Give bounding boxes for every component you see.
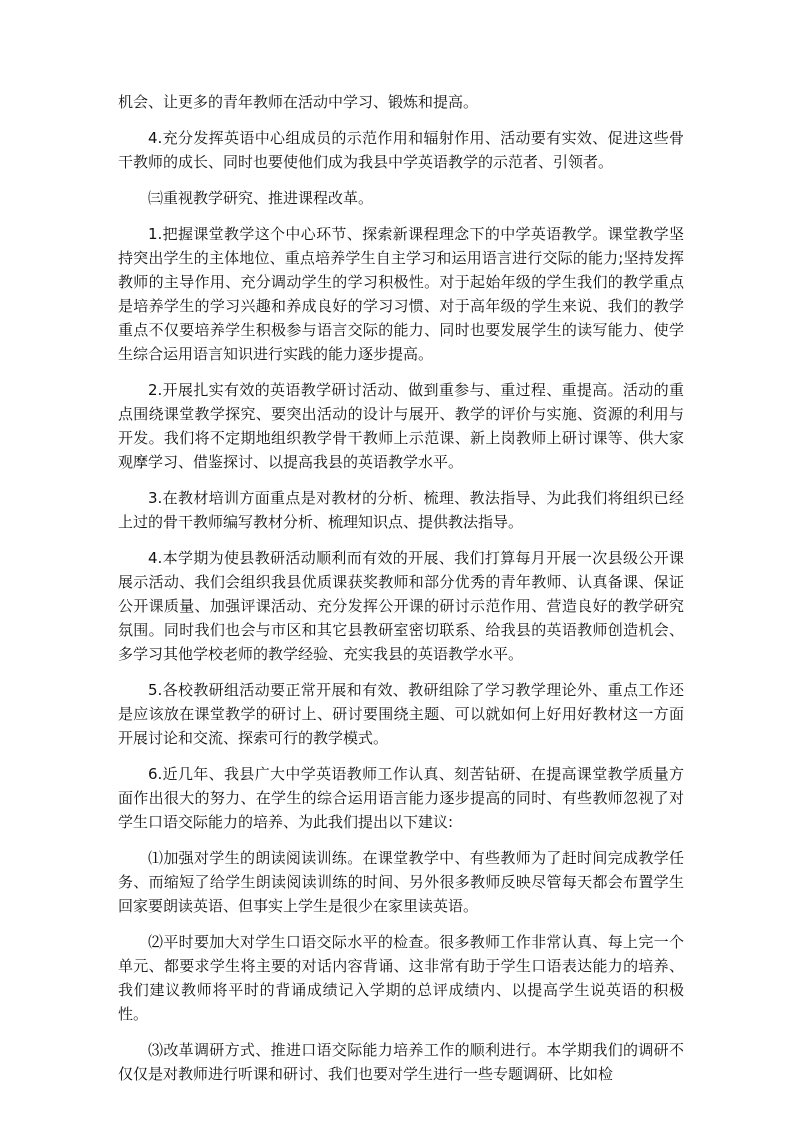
paragraph-item-5-school-groups: 5.各校教研组活动要正常开展和有效、教研组除了学习教学理论外、重点工作还是应该放在课堂教学的研讨上、研讨要围绕主题、可以就如何上好用好教材这一方面开展讨论和交流、探索可行的教学模式。 (118, 681, 684, 747)
paragraph-sub-2-oral-check: ⑵平时要加大对学生口语交际水平的检查。很多教师工作非常认真、每上完一个单元、都要求学生将主要的对话内容背诵、这非常有助于学生口语表达能力的培养、我们建议教师将平时的背诵成绩记入学期的总评成绩内、以提高学生说英语的积极性。 (118, 933, 684, 1023)
document-page (118, 90, 684, 1098)
paragraph-item-1-classroom: 1.把握课堂教学这个中心环节、探索新课程理念下的中学英语教学。课堂教学坚持突出学生的主体地位、重点培养学生自主学习和运用语言进行交际的能力;坚持发挥教师的主导作用、充分调动学生的学习积极性。对于起始年级的学生我们的教学重点是培养学生的学习兴趣和养成良好的学习习惯、对于高年级的学生来说、我们的教学重点不仅要培养学生积极参与语言交际的能力、同时也要发展学生的读写能力、使学生综合运用语言知识进行实践的能力逐步提高。 (118, 225, 684, 363)
paragraph-sub-3-survey-reform: ⑶改革调研方式、推进口语交际能力培养工作的顺利进行。本学期我们的调研不仅仅是对教师进行听课和研讨、我们也要对学生进行一些专题调研、比如检 (118, 1041, 684, 1083)
paragraph-item-6-suggestions: 6.近几年、我县广大中学英语教师工作认真、刻苦钻研、在提高课堂教学质量方面作出很大的努力、在学生的综合运用语言能力逐步提高的同时、有些教师忽视了对学生口语交际能力的培养、为此我们提出以下建议: (118, 765, 684, 831)
paragraph-continuation: 机会、让更多的青年教师在活动中学习、锻炼和提高。 (118, 93, 479, 111)
paragraph-item-4-open-class: 4.本学期为使县教研活动顺利而有效的开展、我们打算每月开展一次县级公开课展示活动、我们会组织我县优质课获奖教师和部分优秀的青年教师、认真备课、保证公开课质量、加强评课活动、充分发挥公开课的研讨示范作用、营造良好的教学研究氛围。同时我们也会与市区和其它县教研室密切联系、给我县的英语教师创造机会、多学习其他学校老师的教学经验、充实我县的英语教学水平。 (118, 549, 684, 663)
paragraph-item-3-textbook-training: 3.在教材培训方面重点是对教材的分析、梳理、教法指导、为此我们将组织已经上过的骨干教师编写教材分析、梳理知识点、提供教法指导。 (118, 489, 684, 531)
paragraph-sub-1-reading: ⑴加强对学生的朗读阅读训练。在课堂教学中、有些教师为了赶时间完成教学任务、而缩短了给学生朗读阅读训练的时间、另外很多教师反映尽管每天都会布置学生回家要朗读英语、但事实上学生是很少在家里读英语。 (118, 849, 684, 915)
paragraph-item-4-core-group: 4.充分发挥英语中心组成员的示范作用和辐射作用、活动要有实效、促进这些骨干教师的成长、同时也要使他们成为我县中学英语教学的示范者、引领者。 (118, 129, 684, 171)
paragraph-item-2-research-activities: 2.开展扎实有效的英语教学研讨活动、做到重参与、重过程、重提高。活动的重点围绕课堂教学探究、要突出活动的设计与展开、教学的评价与实施、资源的利用与开发。我们将不定期地组织教学骨干教师上示范课、新上岗教师上研讨课等、供大家观摩学习、借鉴探讨、以提高我县的英语教学水平。 (118, 381, 684, 471)
section-heading-teaching-research: ㈢重视教学研究、推进课程改革。 (148, 189, 374, 207)
